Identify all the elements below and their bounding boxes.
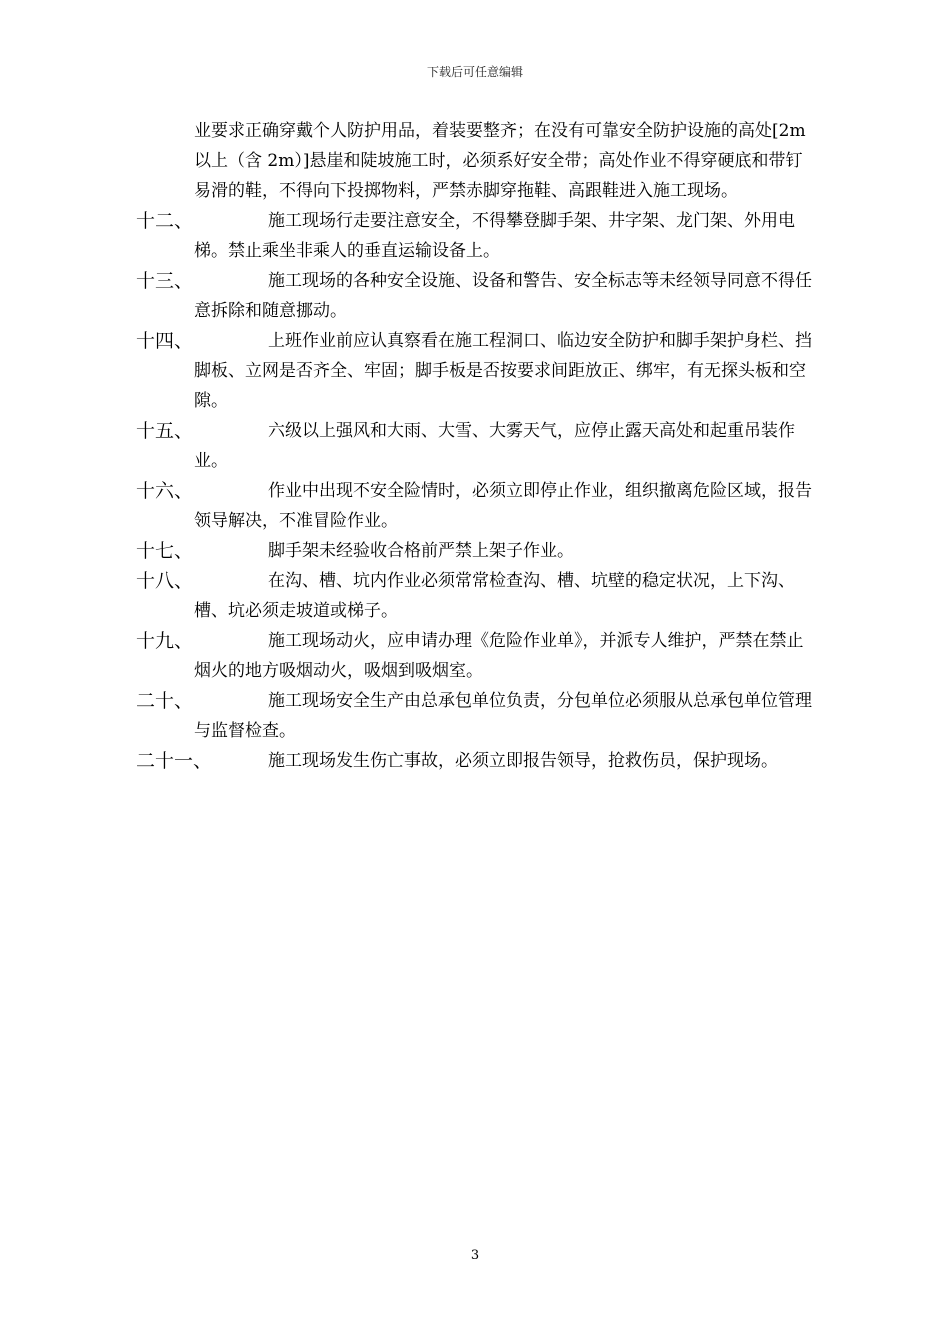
item-number: 十六、 bbox=[136, 480, 194, 502]
item-number: 十三、 bbox=[136, 270, 194, 292]
list-item bbox=[136, 266, 816, 326]
item-text: 施工现场安全生产由总承包单位负责，分包单位必须服从总承包单位管理与监督检查。 bbox=[194, 691, 812, 741]
document-body bbox=[136, 116, 816, 776]
item-text: 六级以上强风和大雨、大雪、大雾天气，应停止露天高处和起重吊装作业。 bbox=[194, 421, 795, 471]
item-text: 施工现场的各种安全设施、设备和警告、安全标志等未经领导同意不得任意拆除和随意挪动。 bbox=[194, 271, 812, 321]
item-number: 二十一、 bbox=[136, 750, 213, 772]
item-number: 十二、 bbox=[136, 210, 194, 232]
list-item bbox=[136, 566, 816, 626]
item-text: 施工现场动火，应申请办理《危险作业单》，并派专人维护，严禁在禁止烟火的地方吸烟动火，吸烟到吸烟室。 bbox=[194, 631, 804, 681]
item-number: 十八、 bbox=[136, 570, 194, 592]
list-item bbox=[136, 476, 816, 536]
list-item bbox=[136, 626, 816, 686]
item-text: 脚手架未经验收合格前严禁上架子作业。 bbox=[268, 541, 574, 561]
continuation-paragraph bbox=[136, 116, 816, 206]
item-number: 十四、 bbox=[136, 330, 194, 352]
list-item bbox=[136, 686, 816, 746]
item-number: 二十、 bbox=[136, 690, 194, 712]
list-item bbox=[136, 746, 816, 776]
item-text: 上班作业前应认真察看在施工程洞口、临边安全防护和脚手架护身栏、挡脚板、立网是否齐全、牢固；脚手板是否按要求间距放正、绑牢，有无探头板和空隙。 bbox=[194, 331, 812, 411]
list-item bbox=[136, 536, 816, 566]
item-number: 十五、 bbox=[136, 420, 194, 442]
page-header: 下载后可任意编辑 bbox=[426, 65, 523, 79]
list-item bbox=[136, 206, 816, 266]
item-text: 施工现场行走要注意安全，不得攀登脚手架、井字架、龙门架、外用电梯。禁止乘坐非乘人的垂直运输设备上。 bbox=[194, 211, 795, 261]
continuation-text: 业要求正确穿戴个人防护用品，着装要整齐；在没有可靠安全防护设施的高处[2m 以上（含 2m）]悬崖和陡坡施工时，必须系好安全带；高处作业不得穿硬底和带钉易滑的鞋，不得向下投掷物料，严禁赤脚穿拖鞋、高跟鞋进入施工现场。 bbox=[194, 121, 806, 201]
item-text: 作业中出现不安全险情时，必须立即停止作业，组织撤离危险区域，报告领导解决，不准冒险作业。 bbox=[194, 481, 812, 531]
page-number: 3 bbox=[470, 1248, 480, 1263]
item-text: 施工现场发生伤亡事故，必须立即报告领导，抢救伤员，保护现场。 bbox=[268, 751, 778, 771]
item-number: 十九、 bbox=[136, 630, 194, 652]
list-item bbox=[136, 326, 816, 416]
item-number: 十七、 bbox=[136, 540, 194, 562]
item-text: 在沟、槽、坑内作业必须常常检查沟、槽、坑壁的稳定状况，上下沟、槽、坑必须走坡道或梯子。 bbox=[194, 571, 795, 621]
list-item bbox=[136, 416, 816, 476]
